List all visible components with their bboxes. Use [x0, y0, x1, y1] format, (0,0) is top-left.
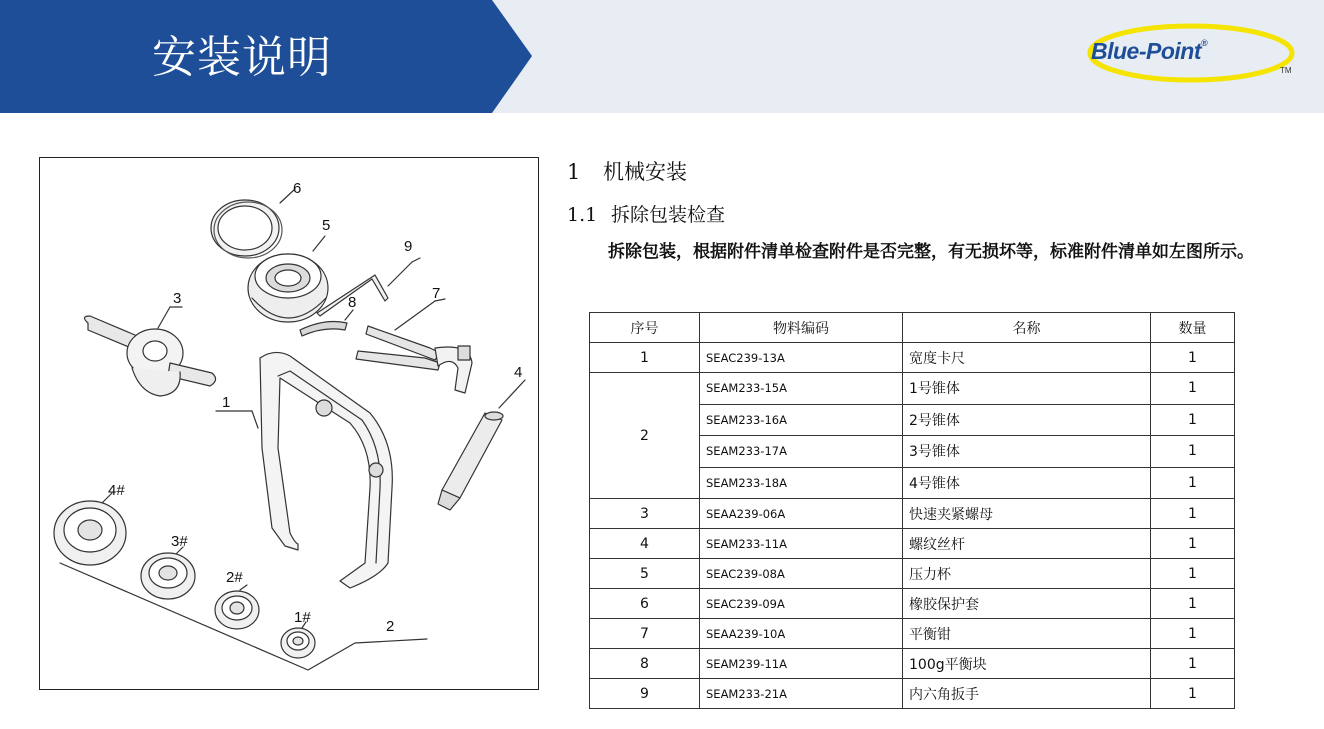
callout-7: 7	[432, 285, 441, 302]
part-4-threaded-shaft	[438, 380, 525, 510]
callout-4: 4	[514, 364, 523, 381]
header-name: 名称	[903, 313, 1151, 343]
table-row: SEAM233-18A 4号锥体 1	[590, 467, 1235, 499]
part-3-quick-clamp-nut	[84, 307, 215, 396]
callout-5: 5	[322, 217, 331, 234]
part-7-balance-pliers	[356, 299, 472, 393]
callout-1-sharp: 1#	[294, 609, 311, 626]
cone-4	[54, 493, 126, 565]
table-row: 2 SEAM233-15A 1号锥体 1	[590, 373, 1235, 405]
callout-2-sharp: 2#	[226, 569, 243, 586]
header-code: 物料编码	[700, 313, 903, 343]
header-bar	[0, 0, 1324, 113]
callout-3: 3	[173, 290, 182, 307]
cone-3	[141, 547, 195, 599]
callout-3-sharp: 3#	[171, 533, 188, 550]
part-6-rubber-cover	[211, 189, 295, 258]
table-row: 3 SEAA239-06A 快速夹紧螺母 1	[590, 499, 1235, 529]
callout-1: 1	[222, 394, 231, 411]
part-1-width-caliper	[216, 352, 392, 588]
section-heading: 1 机械安装	[567, 160, 687, 184]
table-row: 9 SEAM233-21A 内六角扳手 1	[590, 679, 1235, 709]
instruction-paragraph: 拆除包装，根据附件清单检查附件是否完整，有无损坏等，标准附件清单如左图所示。	[608, 242, 1254, 262]
header-qty: 数量	[1151, 313, 1235, 343]
logo-trademark: TM	[1280, 66, 1292, 75]
table-row: 1 SEAC239-13A 宽度卡尺 1	[590, 343, 1235, 373]
header-no: 序号	[590, 313, 700, 343]
callout-8: 8	[348, 294, 357, 311]
table-header-row	[590, 313, 1235, 343]
cone-1	[281, 622, 315, 658]
page-title: 安装说明	[152, 32, 332, 83]
cone-2	[215, 585, 259, 629]
callout-4-sharp: 4#	[108, 482, 125, 499]
accessory-list-table	[589, 312, 1235, 709]
callout-6: 6	[293, 180, 302, 197]
logo-text: Blue-Point®	[1091, 38, 1208, 64]
callout-9: 9	[404, 238, 413, 255]
table-row: 6 SEAC239-09A 橡胶保护套 1	[590, 589, 1235, 619]
part-9-hex-key	[317, 258, 420, 316]
table-row: 4 SEAM233-11A 螺纹丝杆 1	[590, 529, 1235, 559]
table-row: 5 SEAC239-08A 压力杯 1	[590, 559, 1235, 589]
callout-2: 2	[386, 618, 395, 635]
accessory-diagram	[39, 157, 539, 690]
table-row: SEAM233-16A 2号锥体 1	[590, 404, 1235, 436]
subsection-heading: 1.1 拆除包装检查	[567, 204, 726, 226]
exploded-view-drawing	[40, 158, 540, 691]
table-row: 7 SEAA239-10A 平衡钳 1	[590, 619, 1235, 649]
table-row: SEAM233-17A 3号锥体 1	[590, 436, 1235, 468]
table-row: 8 SEAM239-11A 100g平衡块 1	[590, 649, 1235, 679]
